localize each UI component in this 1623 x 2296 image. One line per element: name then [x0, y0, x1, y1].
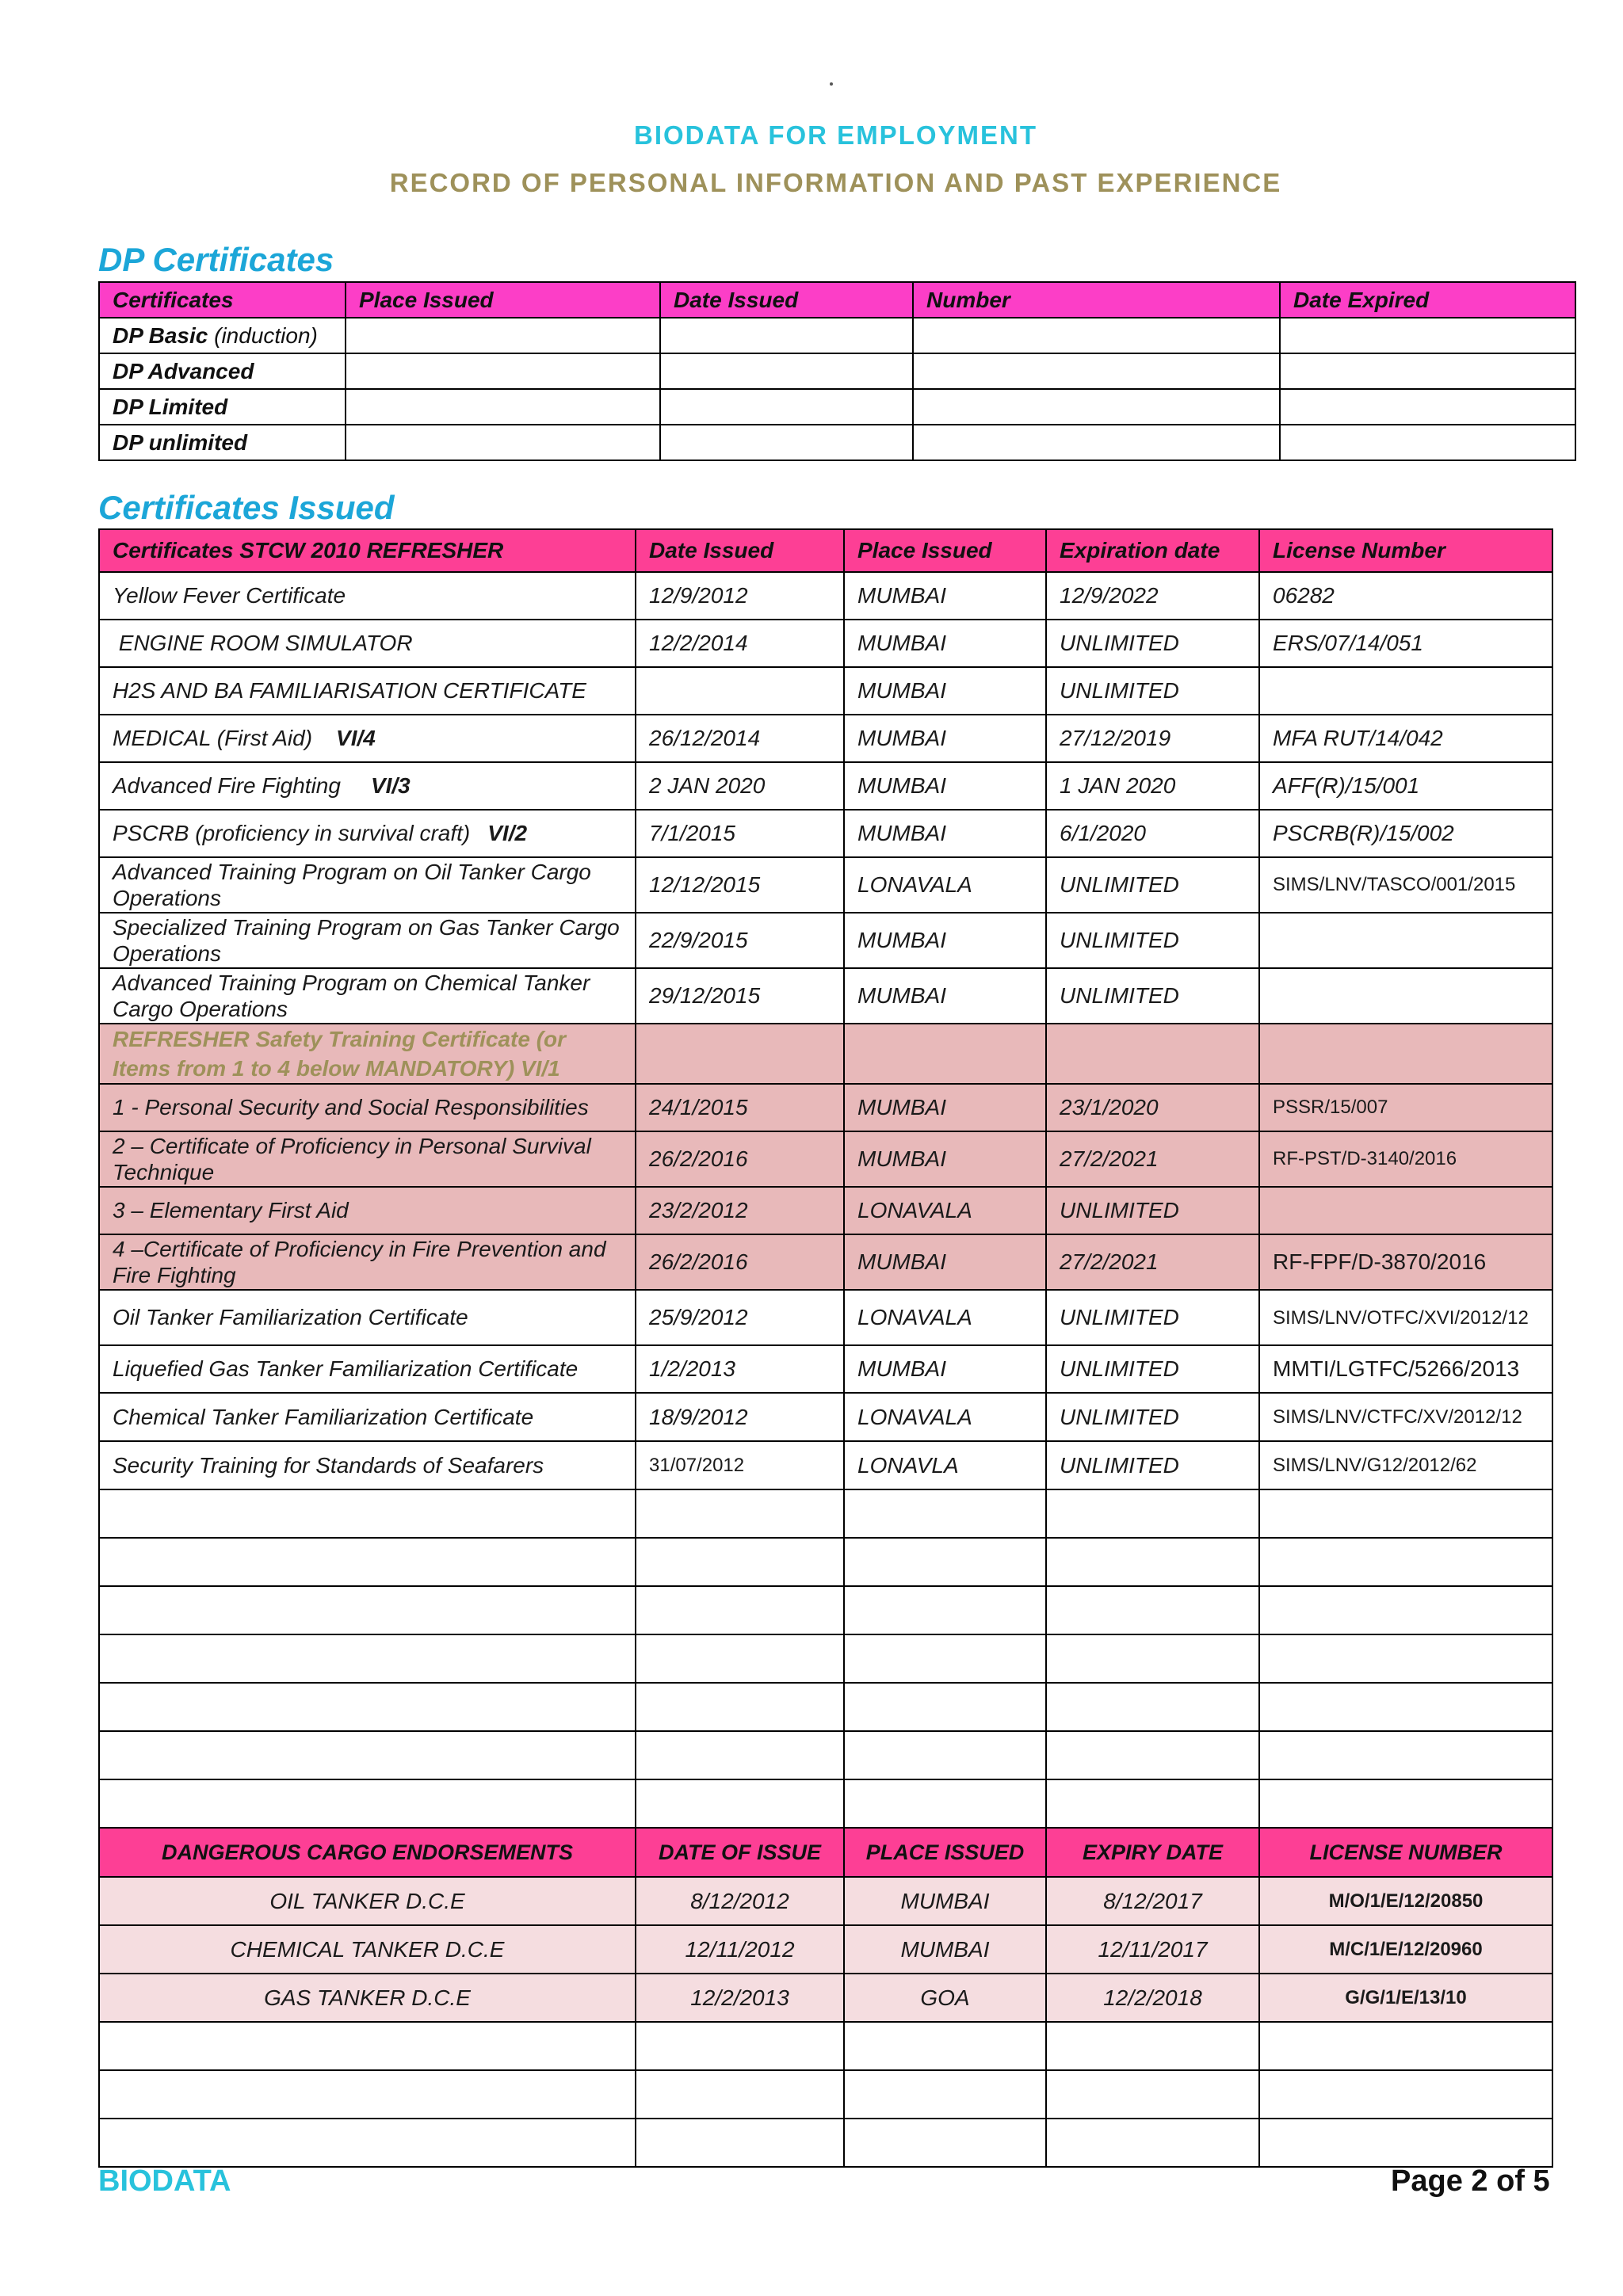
- refresher-heading-row: [99, 1024, 1552, 1084]
- date-issued-cell: 26/2/2016: [636, 1234, 844, 1290]
- dangerous-cargo-header-row: [99, 1828, 1552, 1877]
- license-number-cell: [1259, 913, 1552, 968]
- empty-cell: [1046, 1024, 1259, 1084]
- expiration-date-cell: UNLIMITED: [1046, 667, 1259, 715]
- table-row: [99, 389, 1575, 425]
- license-number-cell: PSCRB(R)/15/002: [1259, 810, 1552, 857]
- dp-certificates-table: [98, 281, 1576, 461]
- column-header: Date Expired: [1280, 282, 1575, 318]
- table-row: [99, 1974, 1552, 2022]
- table-row: [99, 857, 1552, 913]
- table-row: [99, 620, 1552, 667]
- table-header-row: [99, 529, 1552, 572]
- dp-section-title: DP Certificates: [98, 241, 334, 278]
- column-header: Place Issued: [844, 529, 1046, 572]
- column-header: Date Issued: [660, 282, 913, 318]
- certificate-name-cell: DP Limited: [99, 389, 346, 425]
- place-issued-cell: MUMBAI: [844, 810, 1046, 857]
- date-expired-cell: [1280, 353, 1575, 389]
- place-issued-cell: [346, 353, 660, 389]
- date-issued-cell: 12/12/2015: [636, 857, 844, 913]
- document-subtitle: RECORD OF PERSONAL INFORMATION AND PAST EXPERIENCE: [389, 168, 1282, 197]
- place-issued-cell: MUMBAI: [844, 1131, 1046, 1187]
- place-issued-cell: MUMBAI: [844, 762, 1046, 810]
- expiration-date-cell: 6/1/2020: [1046, 810, 1259, 857]
- place-issued-cell: LONAVALA: [844, 1187, 1046, 1234]
- expiration-date-cell: UNLIMITED: [1046, 968, 1259, 1024]
- certificate-name-cell: H2S AND BA FAMILIARISATION CERTIFICATE: [99, 667, 636, 715]
- table-row: [99, 1345, 1552, 1393]
- expiration-date-cell: UNLIMITED: [1046, 857, 1259, 913]
- column-header: License Number: [1259, 529, 1552, 572]
- empty-row: [99, 1489, 1552, 1538]
- number-cell: [913, 353, 1280, 389]
- date-of-issue-cell: 8/12/2012: [636, 1877, 844, 1925]
- certificate-name-cell: 3 – Elementary First Aid: [99, 1187, 636, 1234]
- place-issued-cell: GOA: [844, 1974, 1046, 2022]
- column-header: DANGEROUS CARGO ENDORSEMENTS: [99, 1828, 636, 1877]
- certificate-name-cell: Security Training for Standards of Seafarers: [99, 1441, 636, 1489]
- date-issued-cell: 2 JAN 2020: [636, 762, 844, 810]
- column-header: Certificates: [99, 282, 346, 318]
- license-number-cell: G/G/1/E/13/10: [1259, 1974, 1552, 2022]
- table-row: [99, 715, 1552, 762]
- table-row: [99, 968, 1552, 1024]
- certificate-name-cell: Advanced Fire Fighting VI/3: [99, 762, 636, 810]
- empty-cell: [844, 1024, 1046, 1084]
- table-row: [99, 1925, 1552, 1974]
- certificate-name-cell: Specialized Training Program on Gas Tanker Cargo Operations: [99, 913, 636, 968]
- number-cell: [913, 318, 1280, 353]
- table-row: [99, 1084, 1552, 1131]
- date-issued-cell: [660, 353, 913, 389]
- expiry-date-cell: 12/11/2017: [1046, 1925, 1259, 1974]
- certificate-name-cell: 2 – Certificate of Proficiency in Personal Survival Technique: [99, 1131, 636, 1187]
- empty-cell: [636, 1024, 844, 1084]
- date-issued-cell: 22/9/2015: [636, 913, 844, 968]
- date-issued-cell: 25/9/2012: [636, 1290, 844, 1345]
- place-issued-cell: LONAVALA: [844, 1393, 1046, 1441]
- empty-row: [99, 2022, 1552, 2070]
- expiration-date-cell: 27/12/2019: [1046, 715, 1259, 762]
- certificate-name-cell: Oil Tanker Familiarization Certificate: [99, 1290, 636, 1345]
- license-number-cell: [1259, 968, 1552, 1024]
- place-issued-cell: MUMBAI: [844, 1925, 1046, 1974]
- empty-row: [99, 1779, 1552, 1828]
- place-issued-cell: MUMBAI: [844, 1234, 1046, 1290]
- license-number-cell: 06282: [1259, 572, 1552, 620]
- place-issued-cell: MUMBAI: [844, 1084, 1046, 1131]
- place-issued-cell: LONAVLA: [844, 1441, 1046, 1489]
- column-header: DATE OF ISSUE: [636, 1828, 844, 1877]
- table-header-row: [99, 282, 1575, 318]
- date-issued-cell: 26/2/2016: [636, 1131, 844, 1187]
- license-number-cell: SIMS/LNV/TASCO/001/2015: [1259, 857, 1552, 913]
- certificate-name-cell: Yellow Fever Certificate: [99, 572, 636, 620]
- expiration-date-cell: UNLIMITED: [1046, 1345, 1259, 1393]
- expiration-date-cell: UNLIMITED: [1046, 1441, 1259, 1489]
- date-issued-cell: 1/2/2013: [636, 1345, 844, 1393]
- place-issued-cell: MUMBAI: [844, 667, 1046, 715]
- table-row: [99, 1131, 1552, 1187]
- column-header: EXPIRY DATE: [1046, 1828, 1259, 1877]
- table-row: [99, 1877, 1552, 1925]
- certificate-name-cell: Chemical Tanker Familiarization Certificate: [99, 1393, 636, 1441]
- license-number-cell: SIMS/LNV/CTFC/XV/2012/12: [1259, 1393, 1552, 1441]
- date-of-issue-cell: 12/11/2012: [636, 1925, 844, 1974]
- expiry-date-cell: 12/2/2018: [1046, 1974, 1259, 2022]
- place-issued-cell: MUMBAI: [844, 1345, 1046, 1393]
- empty-row: [99, 1731, 1552, 1779]
- date-expired-cell: [1280, 425, 1575, 460]
- expiration-date-cell: 12/9/2022: [1046, 572, 1259, 620]
- empty-row: [99, 2119, 1552, 2167]
- license-number-cell: RF-FPF/D-3870/2016: [1259, 1234, 1552, 1290]
- certificate-name-cell: Advanced Training Program on Chemical Tanker Cargo Operations: [99, 968, 636, 1024]
- expiration-date-cell: 1 JAN 2020: [1046, 762, 1259, 810]
- table-row: [99, 425, 1575, 460]
- empty-row: [99, 1634, 1552, 1683]
- expiration-date-cell: UNLIMITED: [1046, 1290, 1259, 1345]
- certificates-section-title: Certificates Issued: [98, 489, 395, 526]
- expiration-date-cell: UNLIMITED: [1046, 620, 1259, 667]
- date-issued-cell: 23/2/2012: [636, 1187, 844, 1234]
- column-header: LICENSE NUMBER: [1259, 1828, 1552, 1877]
- table-row: [99, 1290, 1552, 1345]
- date-issued-cell: [660, 425, 913, 460]
- expiration-date-cell: UNLIMITED: [1046, 1393, 1259, 1441]
- certificates-issued-table: [98, 528, 1553, 2168]
- certificate-name-cell: Liquefied Gas Tanker Familiarization Certificate: [99, 1345, 636, 1393]
- expiration-date-cell: 23/1/2020: [1046, 1084, 1259, 1131]
- date-expired-cell: [1280, 318, 1575, 353]
- endorsement-name-cell: OIL TANKER D.C.E: [99, 1877, 636, 1925]
- date-issued-cell: 26/12/2014: [636, 715, 844, 762]
- place-issued-cell: LONAVALA: [844, 1290, 1046, 1345]
- column-header: Certificates STCW 2010 REFRESHER: [99, 529, 636, 572]
- column-header: Expiration date: [1046, 529, 1259, 572]
- table-row: [99, 810, 1552, 857]
- certificate-name-cell: DP unlimited: [99, 425, 346, 460]
- table-row: [99, 572, 1552, 620]
- date-issued-cell: 24/1/2015: [636, 1084, 844, 1131]
- place-issued-cell: LONAVALA: [844, 857, 1046, 913]
- expiration-date-cell: UNLIMITED: [1046, 913, 1259, 968]
- certificate-name-cell: 4 –Certificate of Proficiency in Fire Prevention and Fire Fighting: [99, 1234, 636, 1290]
- empty-row: [99, 1586, 1552, 1634]
- place-issued-cell: [346, 318, 660, 353]
- empty-row: [99, 1538, 1552, 1586]
- date-of-issue-cell: 12/2/2013: [636, 1974, 844, 2022]
- license-number-cell: PSSR/15/007: [1259, 1084, 1552, 1131]
- date-issued-cell: 12/2/2014: [636, 620, 844, 667]
- license-number-cell: M/C/1/E/12/20960: [1259, 1925, 1552, 1974]
- column-header: Date Issued: [636, 529, 844, 572]
- license-number-cell: MMTI/LGTFC/5266/2013: [1259, 1345, 1552, 1393]
- table-row: [99, 318, 1575, 353]
- license-number-cell: SIMS/LNV/G12/2012/62: [1259, 1441, 1552, 1489]
- license-number-cell: [1259, 1187, 1552, 1234]
- date-issued-cell: 31/07/2012: [636, 1441, 844, 1489]
- certificate-name-cell: PSCRB (proficiency in survival craft) VI/2: [99, 810, 636, 857]
- document-title: BIODATA FOR EMPLOYMENT: [633, 120, 1038, 150]
- place-issued-cell: MUMBAI: [844, 620, 1046, 667]
- license-number-cell: [1259, 667, 1552, 715]
- endorsement-name-cell: GAS TANKER D.C.E: [99, 1974, 636, 2022]
- license-number-cell: M/O/1/E/12/20850: [1259, 1877, 1552, 1925]
- page-mark: [830, 82, 833, 86]
- license-number-cell: AFF(R)/15/001: [1259, 762, 1552, 810]
- empty-cell: [1259, 1024, 1552, 1084]
- date-issued-cell: 18/9/2012: [636, 1393, 844, 1441]
- table-row: [99, 762, 1552, 810]
- table-row: [99, 913, 1552, 968]
- certificate-name-cell: 1 - Personal Security and Social Responsibilities: [99, 1084, 636, 1131]
- table-row: [99, 1441, 1552, 1489]
- column-header: Number: [913, 282, 1280, 318]
- page-number: Page 2 of 5: [1391, 2164, 1550, 2198]
- table-row: [99, 353, 1575, 389]
- date-expired-cell: [1280, 389, 1575, 425]
- date-issued-cell: [636, 667, 844, 715]
- table-row: [99, 1187, 1552, 1234]
- certificate-name-cell: Advanced Training Program on Oil Tanker Cargo Operations: [99, 857, 636, 913]
- expiration-date-cell: UNLIMITED: [1046, 1187, 1259, 1234]
- license-number-cell: RF-PST/D-3140/2016: [1259, 1131, 1552, 1187]
- table-row: [99, 667, 1552, 715]
- place-issued-cell: MUMBAI: [844, 913, 1046, 968]
- endorsement-name-cell: CHEMICAL TANKER D.C.E: [99, 1925, 636, 1974]
- number-cell: [913, 425, 1280, 460]
- empty-row: [99, 1683, 1552, 1731]
- date-issued-cell: [660, 389, 913, 425]
- column-header: Place Issued: [346, 282, 660, 318]
- certificate-name-cell: DP Basic (induction): [99, 318, 346, 353]
- expiry-date-cell: 8/12/2017: [1046, 1877, 1259, 1925]
- footer-label: BIODATA: [98, 2164, 231, 2198]
- place-issued-cell: MUMBAI: [844, 1877, 1046, 1925]
- table-row: [99, 1234, 1552, 1290]
- place-issued-cell: [346, 389, 660, 425]
- date-issued-cell: [660, 318, 913, 353]
- date-issued-cell: 29/12/2015: [636, 968, 844, 1024]
- column-header: PLACE ISSUED: [844, 1828, 1046, 1877]
- date-issued-cell: 12/9/2012: [636, 572, 844, 620]
- license-number-cell: ERS/07/14/051: [1259, 620, 1552, 667]
- expiration-date-cell: 27/2/2021: [1046, 1131, 1259, 1187]
- license-number-cell: SIMS/LNV/OTFC/XVI/2012/12: [1259, 1290, 1552, 1345]
- place-issued-cell: [346, 425, 660, 460]
- license-number-cell: MFA RUT/14/042: [1259, 715, 1552, 762]
- certificate-name-cell: MEDICAL (First Aid) VI/4: [99, 715, 636, 762]
- place-issued-cell: MUMBAI: [844, 968, 1046, 1024]
- refresher-label: REFRESHER Safety Training Certificate (or Items from 1 to 4 below MANDATORY) VI/1: [99, 1024, 636, 1084]
- date-issued-cell: 7/1/2015: [636, 810, 844, 857]
- certificate-name-cell: ENGINE ROOM SIMULATOR: [99, 620, 636, 667]
- expiration-date-cell: 27/2/2021: [1046, 1234, 1259, 1290]
- empty-row: [99, 2070, 1552, 2119]
- certificate-name-cell: DP Advanced: [99, 353, 346, 389]
- place-issued-cell: MUMBAI: [844, 572, 1046, 620]
- place-issued-cell: MUMBAI: [844, 715, 1046, 762]
- table-row: [99, 1393, 1552, 1441]
- number-cell: [913, 389, 1280, 425]
